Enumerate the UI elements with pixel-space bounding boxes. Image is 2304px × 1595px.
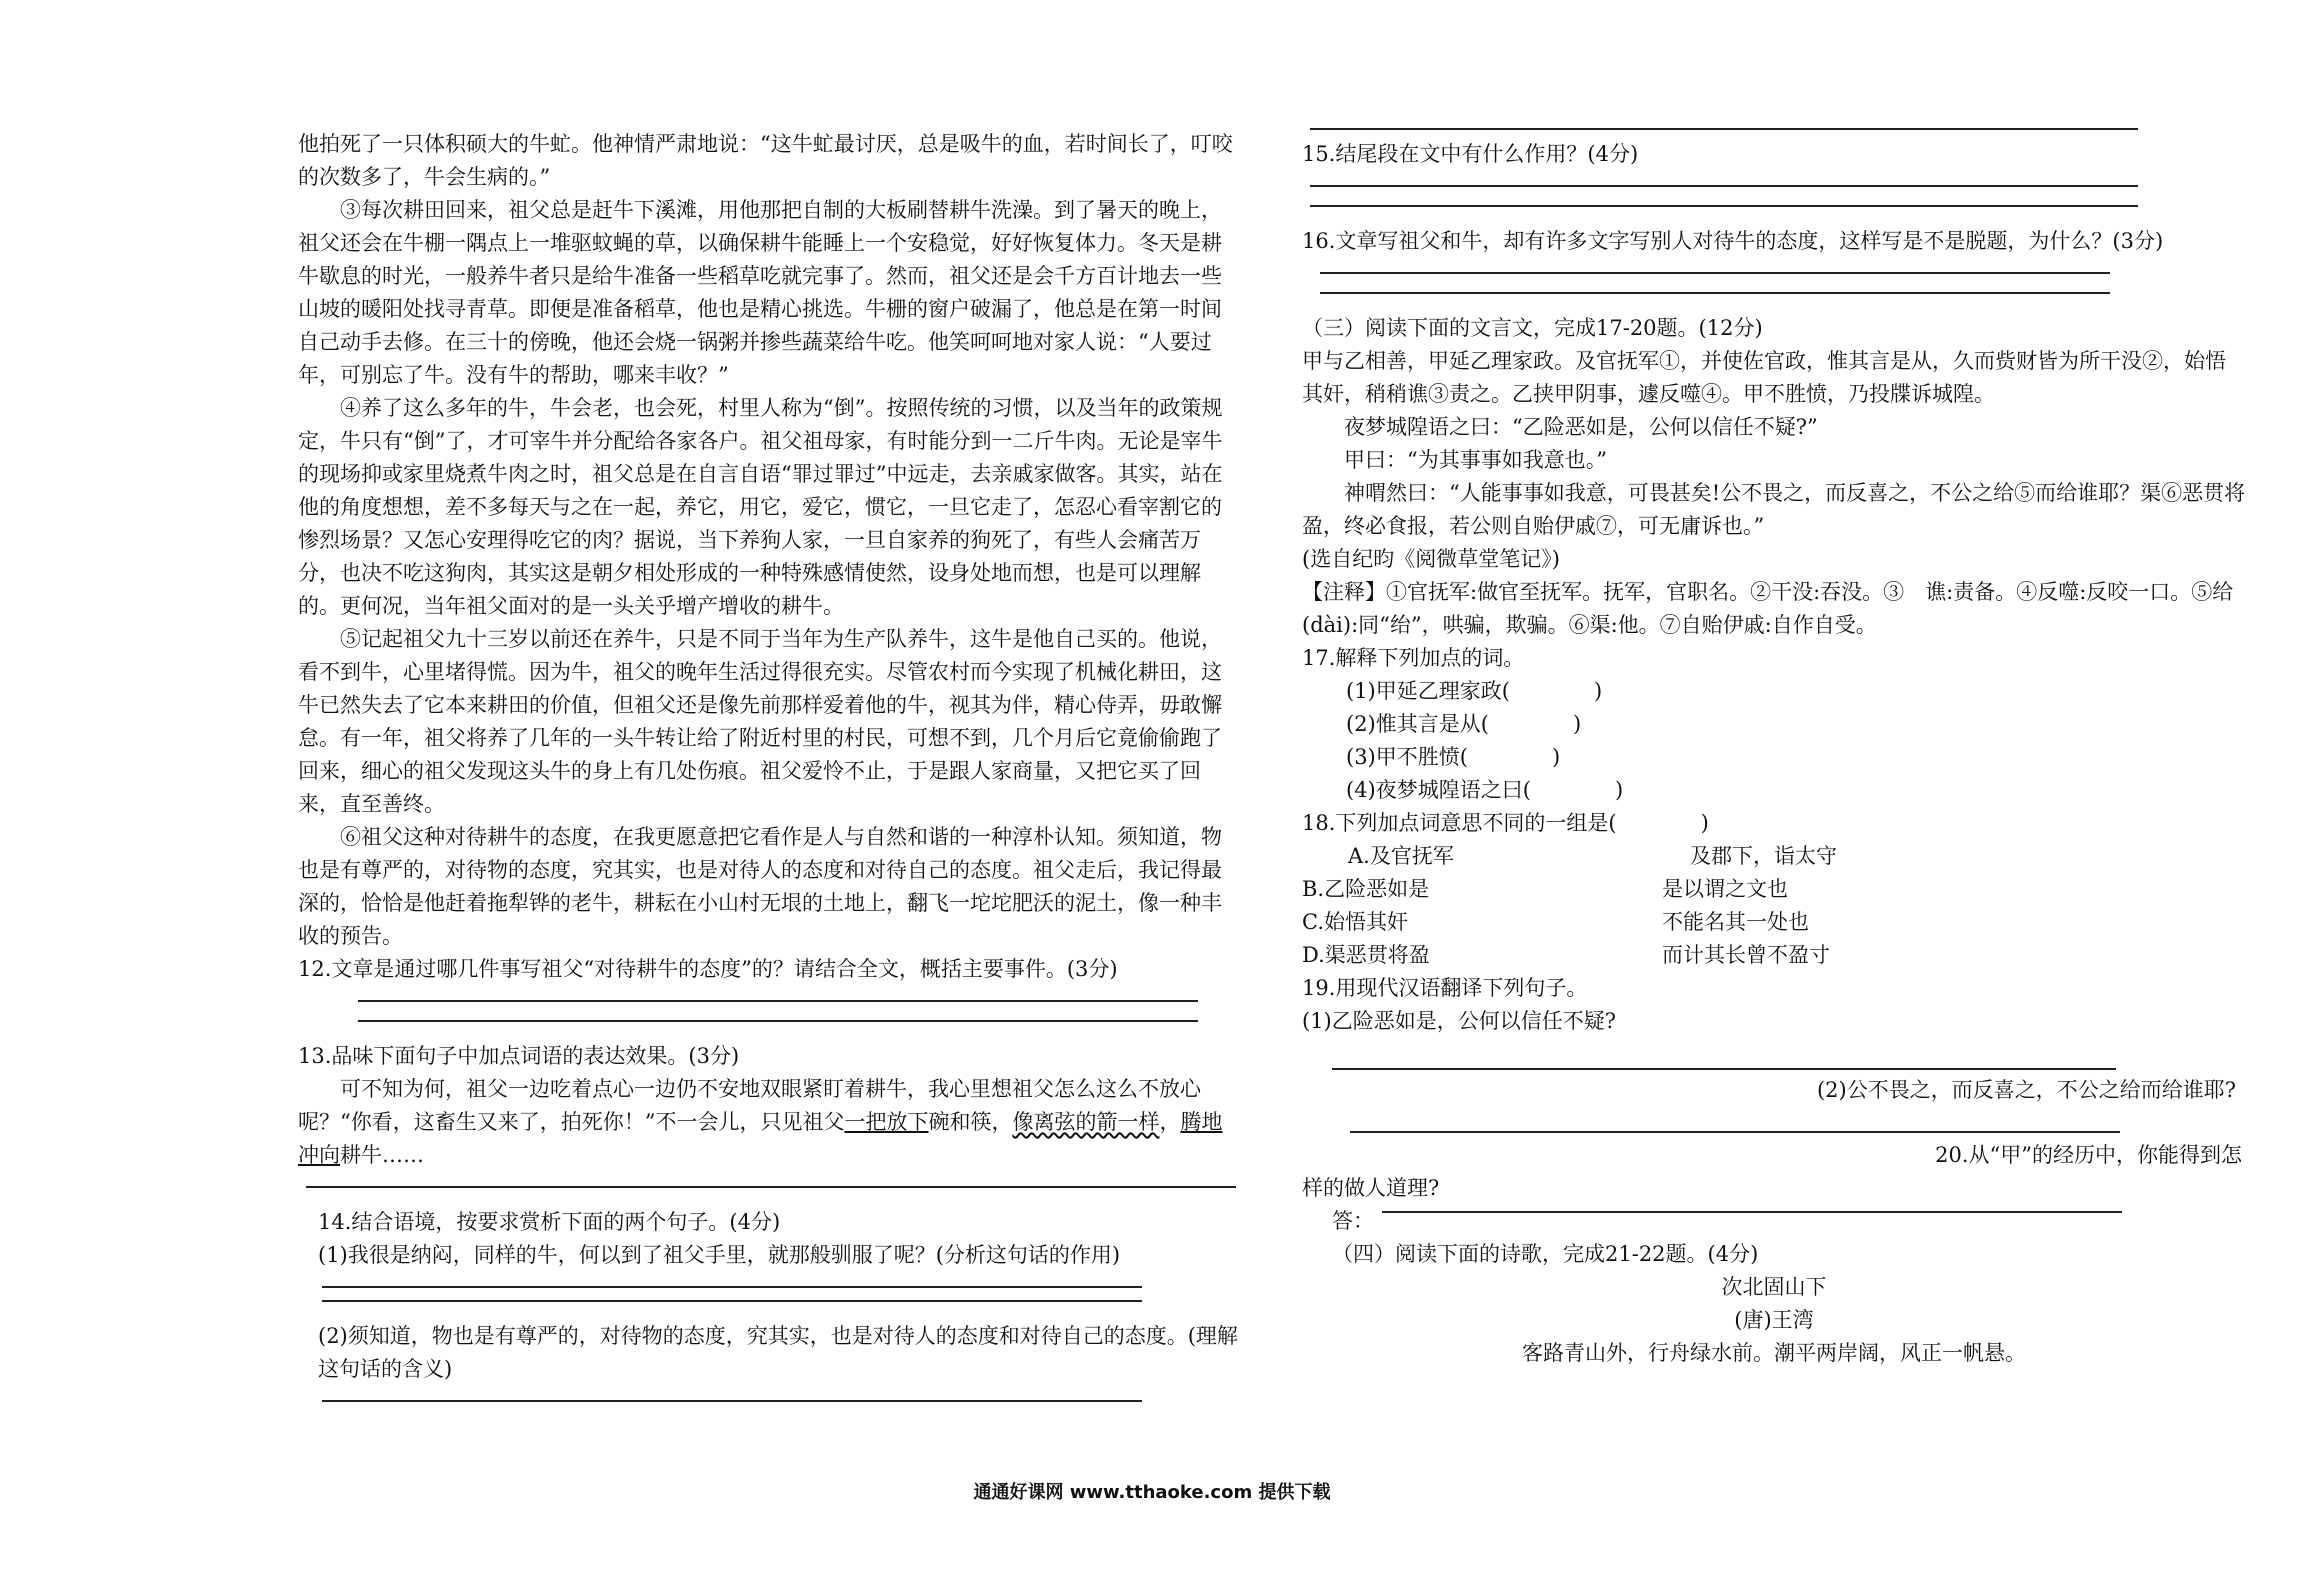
question-14: 14.结合语境，按要求赏析下面的两个句子。(4分) [318, 1210, 781, 1234]
answer-line[interactable] [1332, 1068, 2116, 1070]
section-4-title: （四）阅读下面的诗歌，完成21-22题。(4分) [1332, 1242, 1759, 1266]
question-17-item: (4)夜梦城隍语之曰( ) [1346, 778, 1624, 802]
option-b-left: B.乙险恶如是 [1302, 877, 1430, 901]
question-20-cont: 样的做人道理? [1302, 1176, 1440, 1200]
answer-line[interactable] [1382, 1211, 2122, 1213]
section-3-title: （三）阅读下面的文言文，完成17-20题。(12分) [1302, 316, 1763, 340]
answer-line[interactable] [322, 1400, 1142, 1402]
question-17: 17.解释下列加点的词。 [1302, 646, 1525, 670]
answer-line[interactable] [322, 1286, 1142, 1288]
option-d-right: 而计其长曾不盈寸 [1662, 943, 1830, 967]
option-a-right: 及郡下，诣太守 [1690, 844, 1837, 868]
sentence-text: 碗和筷， [928, 1110, 1013, 1134]
question-18: 18.下列加点词意思不同的一组是( ) [1302, 811, 1709, 835]
question-14-2: (2)须知道，物也是有尊严的，对待物的态度，究其实，也是对待人的态度和对待自己的态度。(理解这句话的含义) [318, 1324, 1238, 1381]
answer-line[interactable] [306, 1186, 1236, 1188]
passage-paragraph-4: ④养了这么多年的牛，牛会老，也会死，村里人称为“倒”。按照传统的习惯，以及当年的政策规定，牛只有“倒”了，才可宰牛并分配给各家各户。祖父祖母家，有时能分到一二斤牛肉。无论是宰牛的现场抑或家里烧煮牛肉之时，祖父总是在自言自语“罪过罪过”中远走，去亲戚家做客。其实，站在他的角度想想，差不多每天与之在一起，养它，用它，爱它，惯它，一旦它走了，怎忍心看宰割它的惨烈场景？又怎心安理得吃它的肉？据说，当下养狗人家，一旦自家养的狗死了，有些人会痛苦万分，也决不吃这狗肉，其实这是朝夕相处形成的一种特殊感情使然，设身处地而想，也是可以理解的。更何况，当年祖父面对的是一头关乎增产增收的耕牛。 [298, 396, 1223, 618]
right-column [1302, 128, 2246, 1370]
sentence-text: 可不知为何，祖父一边吃着点心一边仍不安地双眼紧盯着耕牛，我心里想祖父怎么这么不放心呢？“你看，这畜生又来了，拍死你！”不一会儿，只见祖父 [298, 1077, 1201, 1134]
passage-paragraph-5: ⑤记起祖父九十三岁以前还在养牛，只是不同于当年为生产队养牛，这牛是他自己买的。他说，看不到牛，心里堵得慌。因为牛，祖父的晚年生活过得很充实。尽管农村而今实现了机械化耕田，这牛已然失去了它本来耕田的价值，但祖父还是像先前那样爱着他的牛，视其为伴，精心侍弄，毋敢懈怠。有一年，祖父将养了几年的一头牛转让给了附近村里的村民，可想不到，几个月后它竟偷偷跑了回来，细心的祖父发现这头牛的身上有几处伤痕。祖父爱怜不止，于是跟人家商量，又把它买了回来，直至善终。 [298, 627, 1222, 816]
poem-line: 客路青山外，行舟绿水前。潮平两岸阔，风正一帆悬。 [1522, 1341, 2026, 1365]
option-row [1302, 939, 2246, 972]
question-14-1: (1)我很是纳闷，同样的牛，何以到了祖父手里，就那般驯服了呢？(分析这句话的作用) [318, 1243, 1121, 1267]
answer-line[interactable] [1310, 205, 2138, 207]
sentence-text: ， [1159, 1110, 1181, 1134]
answer-line[interactable] [1310, 185, 2138, 187]
passage-paragraph-cont: 他拍死了一只体积硕大的牛虻。他神情严肃地说：“这牛虻最讨厌，总是吸牛的血，若时间长了，叮咬的次数多了，牛会生病的。” [298, 132, 1233, 189]
answer-line[interactable] [322, 1300, 1142, 1302]
answer-line[interactable] [1350, 1131, 2120, 1133]
question-16: 16.文章写祖父和牛，却有许多文字写别人对待牛的态度，这样写是不是脱题，为什么？(3分) [1302, 229, 2164, 253]
answer-line[interactable] [358, 1020, 1198, 1022]
underlined-phrase: 一把放下 [844, 1110, 929, 1134]
annotation-notes: 【注释】①官抚军:做官至抚军。抚军，官职名。②干没:吞没。③ 谯:责备。④反噬:反咬一口。⑤给(dài):同“绐”，哄骗，欺骗。⑥渠:他。⑦自贻伊戚:自作自受。 [1302, 580, 2234, 637]
question-19: 19.用现代汉语翻译下列句子。 [1302, 976, 1588, 1000]
question-19-2: (2)公不畏之，而反喜之，不公之给而给谁耶? [1816, 1078, 2236, 1102]
option-row [1302, 873, 2246, 906]
poem-author: (唐)王湾 [1734, 1308, 1814, 1332]
classical-paragraph-4: 神喟然曰：“人能事事如我意，可畏甚矣!公不畏之，而反喜之，不公之给⑤而给谁耶？渠⑥恶贯将盈，终必食报，若公则自贻伊戚⑦，可无庸诉也。” [1302, 481, 2246, 538]
passage-paragraph-6: ⑥祖父这种对待耕牛的态度，在我更愿意把它看作是人与自然和谐的一种淳朴认知。须知道，物也是有尊严的，对待物的态度，究其实，也是对待人的态度和对待自己的态度。祖父走后，我记得最深的，恰恰是他赶着拖犁铧的老牛，耕耘在小山村无垠的土地上，翻飞一坨坨肥沃的泥土，像一种丰收的预告。 [298, 825, 1222, 948]
answer-row [1302, 1205, 2246, 1238]
question-13-sentence [298, 1073, 1238, 1172]
option-a-left: A.及官抚军 [1348, 844, 1454, 868]
question-20: 20.从“甲”的经历中，你能得到怎 [1935, 1143, 2242, 1167]
question-19-1: (1)乙险恶如是，公何以信任不疑? [1302, 1009, 1617, 1033]
answer-line[interactable] [358, 1000, 1198, 1002]
passage-paragraph-3: ③每次耕田回来，祖父总是赶牛下溪滩，用他那把自制的大板刷替耕牛洗澡。到了暑天的晚上，祖父还会在牛棚一隅点上一堆驱蚊蝇的草，以确保耕牛能睡上一个安稳觉，好好恢复体力。冬天是耕牛歇息的时光，一般养牛者只是给牛准备一些稻草吃就完事了。然而，祖父还是会千方百计地去一些山坡的暖阳处找寻青草。即便是准备稻草，他也是精心挑选。牛栅的窗户破漏了，他总是在第一时间自己动手去修。在三十的傍晚，他还会烧一锅粥并掺些蔬菜给牛吃。他笑呵呵地对家人说：“人要过年，可别忘了牛。没有牛的帮助，哪来丰收？” [298, 198, 1222, 387]
left-column [298, 128, 1238, 1420]
underlined-phrase: 腾地冲向 [298, 1110, 1223, 1167]
footer-source: 通通好课网 www.tthaoke.com 提供下载 [973, 1482, 1331, 1503]
option-b-right: 是以谓之文也 [1662, 877, 1788, 901]
question-12: 12.文章是通过哪几件事写祖父“对待耕牛的态度”的？请结合全文，概括主要事件。(3分) [298, 957, 1118, 981]
question-17-item: (3)甲不胜愤( ) [1346, 745, 1561, 769]
classical-paragraph-2: 夜梦城隍语之曰：“乙险恶如是，公何以信任不疑?” [1344, 415, 1818, 439]
poem-title: 次北固山下 [1721, 1275, 1827, 1299]
question-17-item: (2)惟其言是从( ) [1346, 712, 1582, 736]
option-d-left: D.渠恶贯将盈 [1302, 943, 1430, 967]
answer-line[interactable] [1310, 128, 2138, 130]
option-c-right: 不能名其一处也 [1662, 910, 1809, 934]
answer-label: 答： [1332, 1209, 1374, 1233]
question-17-item: (1)甲延乙理家政( ) [1346, 679, 1603, 703]
classical-paragraph-3: 甲曰：“为其事事如我意也。” [1344, 448, 1607, 472]
sentence-text: 耕牛…… [340, 1143, 424, 1167]
classical-paragraph-1: 甲与乙相善，甲延乙理家政。及官抚军①，并使佐官政，惟其言是从，久而赀财皆为所干没②，始悟其奸，稍稍谯③责之。乙挟甲阴事，遽反噬④。甲不胜愤，乃投牒诉城隍。 [1302, 349, 2226, 406]
option-c-left: C.始悟其奸 [1302, 910, 1408, 934]
underlined-phrase: 像离弦的箭一样 [1012, 1110, 1160, 1134]
question-13: 13.品味下面句子中加点词语的表达效果。(3分) [298, 1044, 740, 1068]
answer-line[interactable] [1320, 292, 2110, 294]
answer-line[interactable] [1320, 272, 2110, 274]
option-row [1302, 906, 2246, 939]
option-row [1302, 840, 2246, 873]
question-15: 15.结尾段在文中有什么作用？(4分) [1302, 142, 1639, 166]
source-citation: (选自纪昀《阅微草堂笔记》) [1302, 547, 1560, 571]
